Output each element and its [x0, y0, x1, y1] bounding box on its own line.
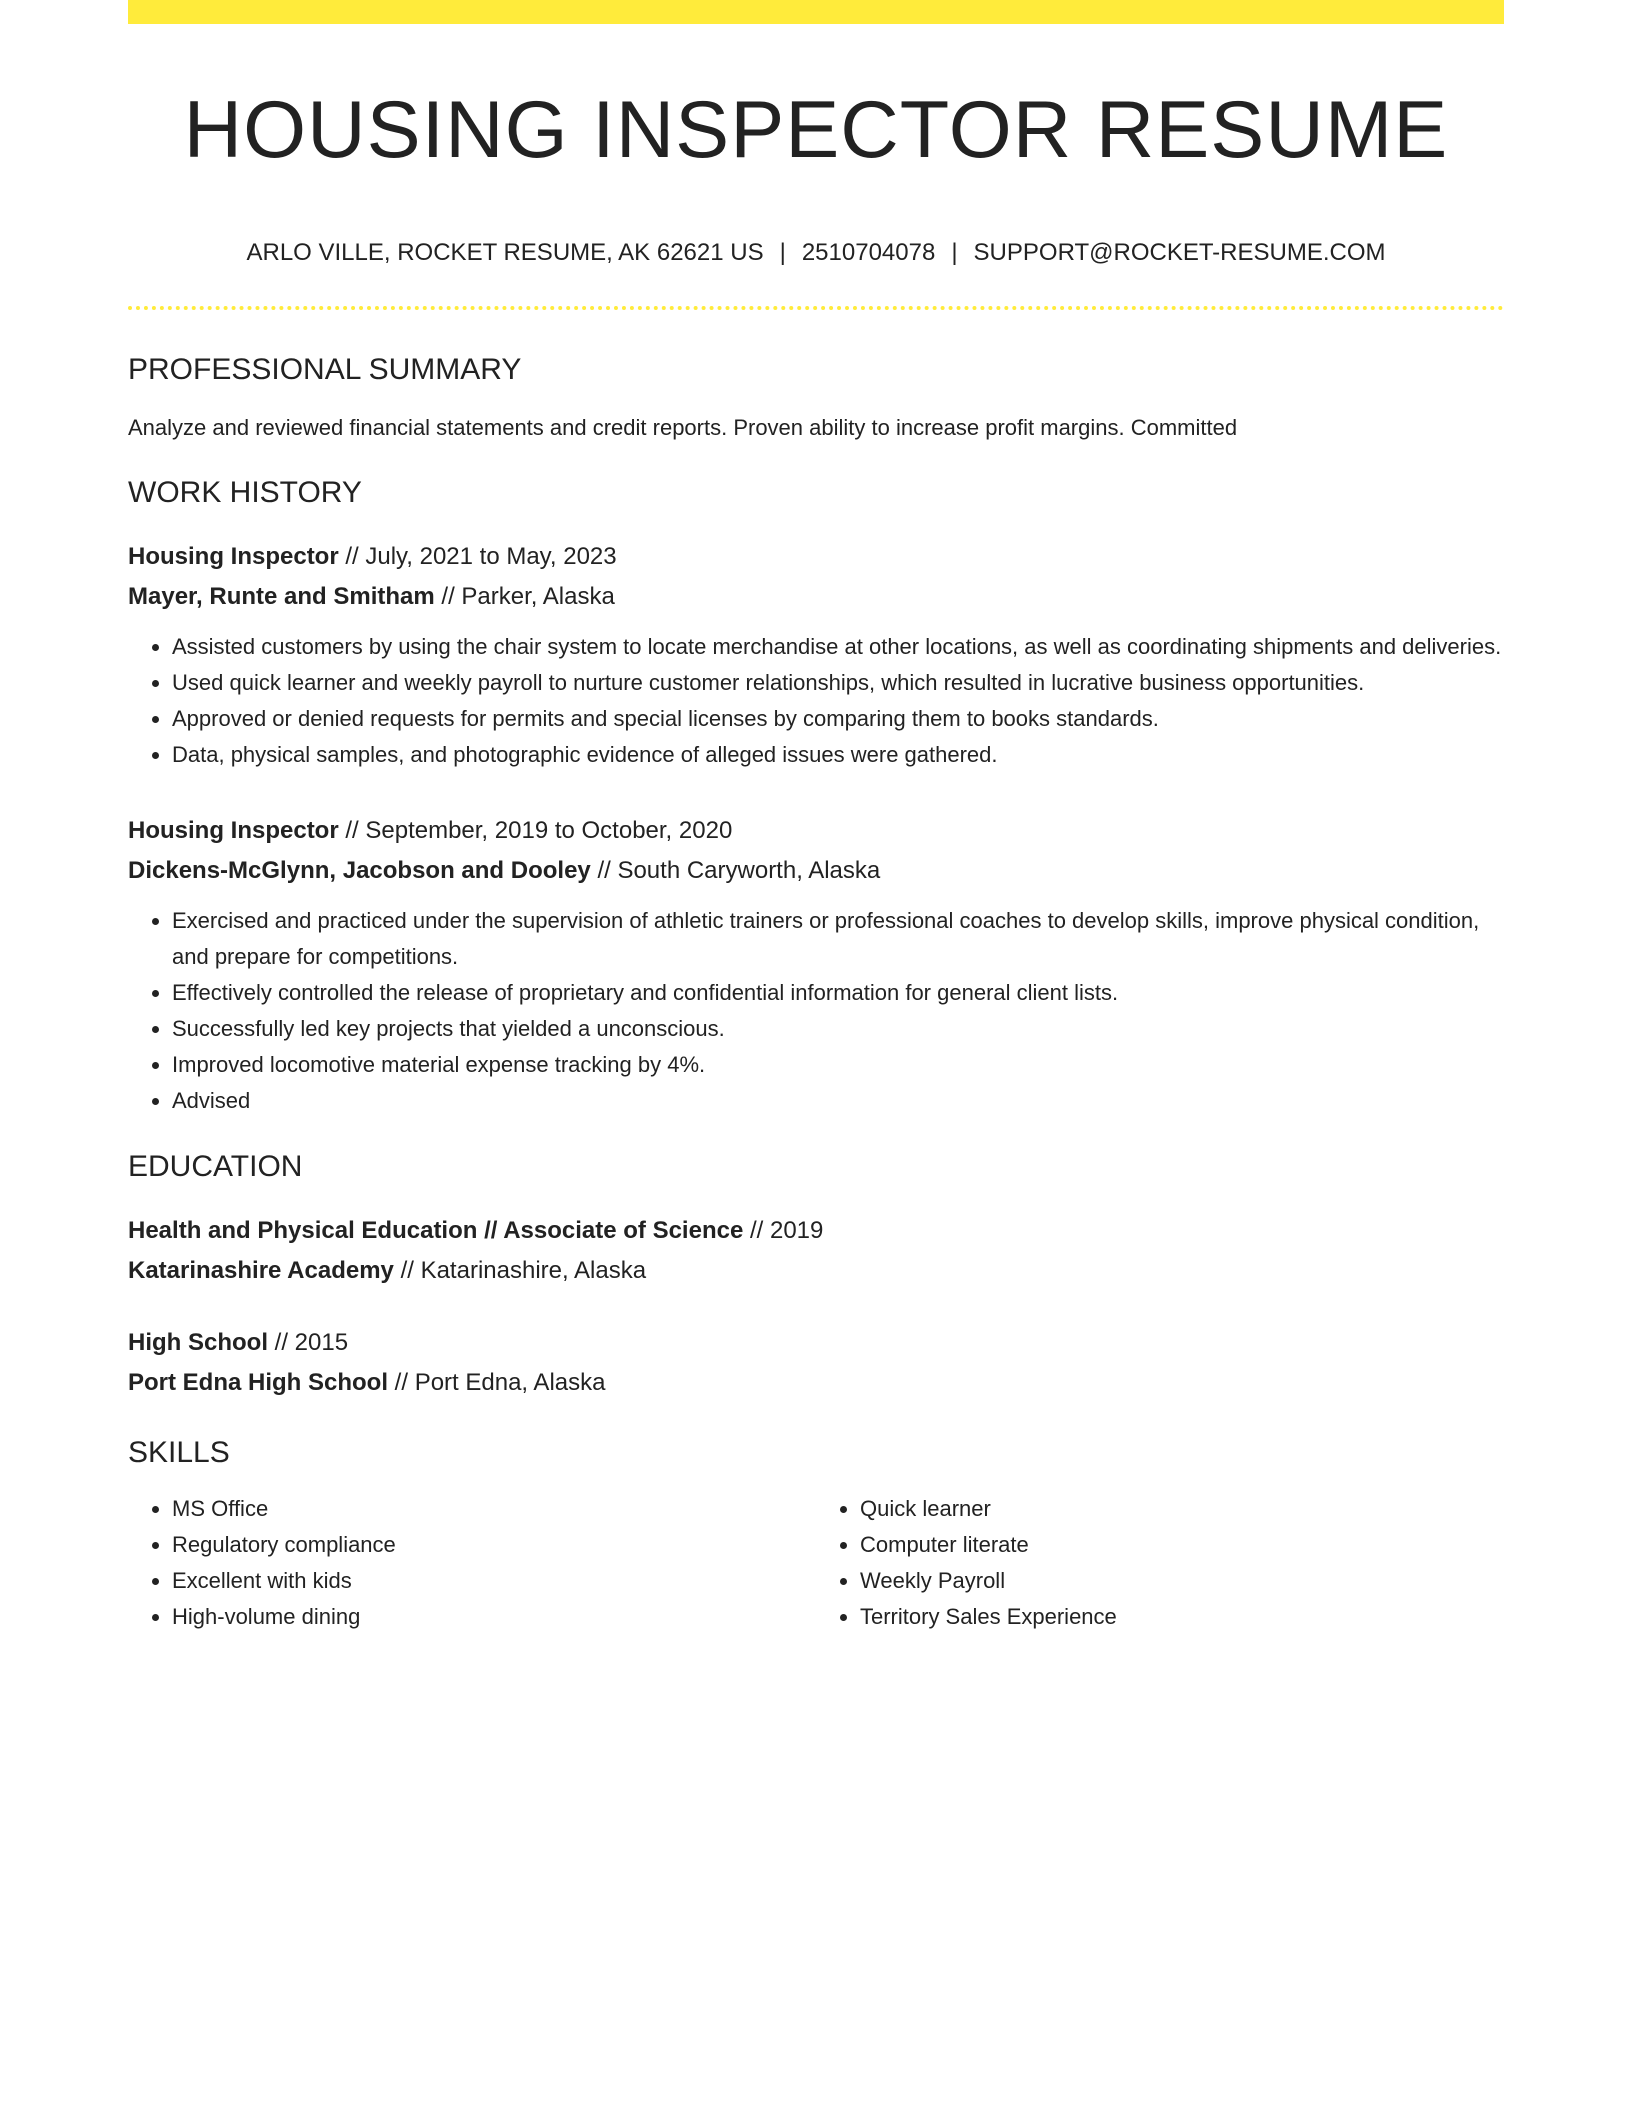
skill-item: • Weekly Payroll [860, 1563, 1504, 1599]
job-title: Housing Inspector [128, 817, 339, 845]
job-bullet: • Data, physical samples, and photographic evidence of alleged issues were gathered. [172, 737, 1504, 773]
education-degree-line [128, 1323, 1504, 1363]
job-bullet: • Assisted customers by using the chair system to locate merchandise at other locations, as well as coordinating shipments and deliveries. [172, 629, 1504, 665]
skill-item: • High-volume dining [172, 1599, 816, 1635]
education-location: // Katarinashire, Alaska [393, 1257, 647, 1285]
education-school: Katarinashire Academy [128, 1257, 394, 1285]
education-school-line [128, 1363, 1504, 1403]
skills-list-right [816, 1491, 1504, 1635]
job-location: // Parker, Alaska [434, 583, 615, 611]
job-title: Housing Inspector [128, 543, 339, 571]
job-location: // South Caryworth, Alaska [590, 857, 881, 885]
section-heading-work-history: WORK HISTORY [128, 476, 362, 510]
job-company: Dickens-McGlynn, Jacobson and Dooley [128, 857, 591, 885]
contact-email: SUPPORT@ROCKET-RESUME.COM [973, 239, 1386, 267]
education-entry [128, 1211, 1504, 1291]
education-school-line [128, 1251, 1504, 1291]
education-degree: High School [128, 1329, 268, 1357]
skills-list-left [128, 1491, 816, 1635]
skill-item: • MS Office [172, 1491, 816, 1527]
contact-separator: | [951, 239, 958, 267]
job-bullet: • Advised [172, 1083, 1504, 1119]
resume-page [128, 0, 1504, 1635]
education-degree: Health and Physical Education // Associate of Science [128, 1217, 744, 1245]
job-bullet: • Successfully led key projects that yielded a unconscious. [172, 1011, 1504, 1047]
contact-phone: 2510704078 [801, 239, 936, 267]
job-dates: // July, 2021 to May, 2023 [338, 543, 617, 571]
resume-title: HOUSING INSPECTOR RESUME [183, 85, 1449, 175]
dotted-divider [128, 306, 1504, 310]
top-accent-bar [128, 0, 1504, 24]
skills-columns [128, 1491, 1504, 1635]
contact-line [128, 239, 1504, 268]
summary-text: Analyze and reviewed financial statements and credit reports. Proven ability to increase profit margins. Committed [128, 414, 1238, 440]
contact-address: ARLO VILLE, ROCKET RESUME, AK 62621 US [246, 239, 764, 267]
skill-item: • Regulatory compliance [172, 1527, 816, 1563]
job-title-line [128, 537, 1504, 577]
job-bullet: • Effectively controlled the release of proprietary and confidential information for general client lists. [172, 975, 1504, 1011]
job-title-line [128, 811, 1504, 851]
section-heading-education: EDUCATION [128, 1150, 303, 1184]
education-degree-line [128, 1211, 1504, 1251]
education-school: Port Edna High School [128, 1369, 389, 1397]
job-bullet: • Exercised and practiced under the supervision of athletic trainers or professional coaches to develop skills, improve physical condition, and prepare for competitions. [172, 903, 1504, 975]
job-company: Mayer, Runte and Smitham [128, 583, 435, 611]
job-bullet: • Approved or denied requests for permits and special licenses by comparing them to books standards. [172, 701, 1504, 737]
skill-item: • Territory Sales Experience [860, 1599, 1504, 1635]
education-year: // 2019 [743, 1217, 824, 1245]
skill-item: • Computer literate [860, 1527, 1504, 1563]
job-company-line [128, 851, 1504, 891]
job-entry [128, 537, 1504, 773]
job-bullet: • Used quick learner and weekly payroll to nurture customer relationships, which resulted in lucrative business opportunities. [172, 665, 1504, 701]
education-entry [128, 1323, 1504, 1403]
section-heading-skills: SKILLS [128, 1436, 230, 1470]
skill-item: • Quick learner [860, 1491, 1504, 1527]
job-entry [128, 811, 1504, 1119]
job-bullets [128, 629, 1504, 773]
section-heading-summary: PROFESSIONAL SUMMARY [128, 352, 522, 386]
job-bullets [128, 903, 1504, 1119]
education-location: // Port Edna, Alaska [388, 1369, 606, 1397]
job-bullet: • Improved locomotive material expense tracking by 4%. [172, 1047, 1504, 1083]
contact-separator: | [779, 239, 786, 267]
education-year: // 2015 [268, 1329, 349, 1357]
job-dates: // September, 2019 to October, 2020 [338, 817, 733, 845]
job-company-line [128, 577, 1504, 617]
skill-item: • Excellent with kids [172, 1563, 816, 1599]
